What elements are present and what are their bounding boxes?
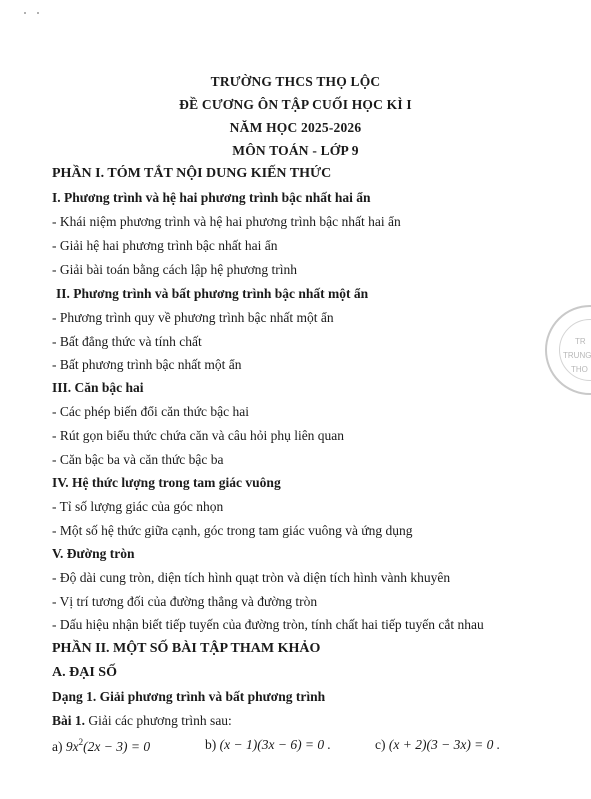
equation-expr: 9x <box>65 739 79 754</box>
equation-expr: (x + 2)(3 − 3x) = 0 . <box>388 737 501 752</box>
section-item: - Rút gọn biểu thức chứa căn và câu hỏi phụ liên quan <box>52 428 345 443</box>
school-name: TRƯỜNG THCS THỌ LỘC <box>210 74 381 89</box>
section-item: - Dấu hiệu nhận biết tiếp tuyến của đường tròn, tính chất hai tiếp tuyến cắt nhau <box>52 617 484 632</box>
section-item: - Các phép biến đổi căn thức bậc hai <box>52 404 249 419</box>
equation-label: a) <box>52 739 66 754</box>
section-heading: III. Căn bậc hai <box>52 380 144 395</box>
section-heading: I. Phương trình và hệ hai phương trình bậc nhất hai ẩn <box>52 190 371 205</box>
section-item: - Bất phương trình bậc nhất một ẩn <box>52 357 242 372</box>
equation-label: b) <box>205 737 220 752</box>
section-item: - Khái niệm phương trình và hệ hai phương trình bậc nhất hai ẩn <box>52 214 401 229</box>
section-item: - Căn bậc ba và căn thức bậc ba <box>52 452 224 467</box>
equation-expr: (2x − 3) = 0 <box>83 739 151 754</box>
exercise-prompt <box>52 713 232 729</box>
exercise-type-title: Dạng 1. Giải phương trình và bất phương trình <box>52 689 326 704</box>
section-item: - Tỉ số lượng giác của góc nhọn <box>52 499 224 514</box>
section-item: - Phương trình quy về phương trình bậc nhất một ẩn <box>52 310 334 325</box>
equation-label: c) <box>375 737 389 752</box>
stamp-text: THO <box>571 365 588 374</box>
scan-speck <box>37 12 39 14</box>
school-stamp <box>545 305 591 395</box>
section-item: - Một số hệ thức giữa cạnh, góc trong tam giác vuông và ứng dụng <box>52 523 413 538</box>
school-year: NĂM HỌC 2025-2026 <box>229 120 362 135</box>
exercise-label: Bài 1. <box>52 713 86 728</box>
part2-title: PHẦN II. MỘT SỐ BÀI TẬP THAM KHẢO <box>52 641 321 656</box>
scan-speck <box>24 12 26 14</box>
section-heading: IV. Hệ thức lượng trong tam giác vuông <box>52 475 281 490</box>
exercise-text: Giải các phương trình sau: <box>85 713 232 728</box>
equation-a <box>52 737 150 755</box>
equation-c <box>375 737 500 753</box>
part1-title: PHẦN I. TÓM TẮT NỘI DUNG KIẾN THỨC <box>52 166 332 181</box>
equation-expr: (x − 1)(3x − 6) = 0 . <box>219 737 331 752</box>
equation-b <box>205 737 331 753</box>
section-heading: V. Đường tròn <box>52 546 135 561</box>
section-a-title: A. ĐẠI SỐ <box>52 665 117 680</box>
document-title: ĐỀ CƯƠNG ÔN TẬP CUỐI HỌC KÌ I <box>179 97 412 112</box>
section-item: - Bất đẳng thức và tính chất <box>52 334 202 349</box>
section-item: - Giải hệ hai phương trình bậc nhất hai ẩn <box>52 238 278 253</box>
section-item: - Độ dài cung tròn, diện tích hình quạt tròn và diện tích hình vành khuyên <box>52 570 451 585</box>
section-heading: II. Phương trình và bất phương trình bậc nhất một ẩn <box>56 286 369 301</box>
subject-grade: MÔN TOÁN - LỚP 9 <box>232 143 359 158</box>
section-item: - Vị trí tương đối của đường thẳng và đường tròn <box>52 594 318 609</box>
stamp-text: TRUNG <box>563 351 591 360</box>
section-item: - Giải bài toán bằng cách lập hệ phương trình <box>52 262 298 277</box>
equation-exponent: 2 <box>78 737 84 747</box>
stamp-text: TR <box>575 337 586 346</box>
